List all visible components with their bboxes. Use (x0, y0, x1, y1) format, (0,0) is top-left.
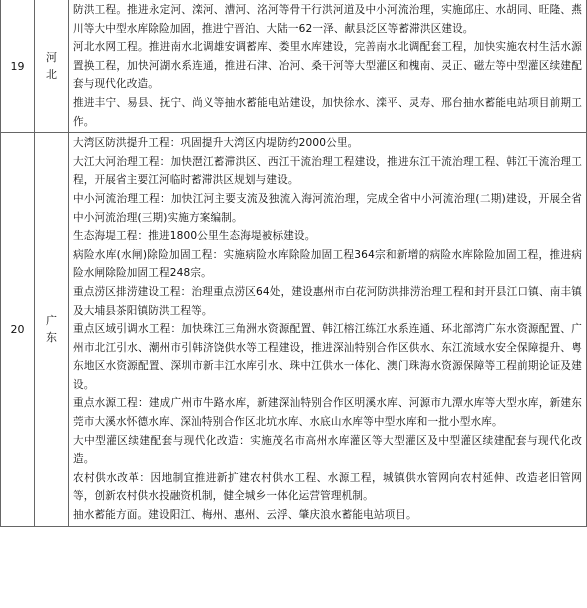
project-paragraph: 抽水蓄能方面。建设阳江、梅州、惠州、云浮、肇庆浪水蓄能电站项目。 (73, 509, 417, 522)
project-paragraph: 防洪工程。推进永定河、滦河、漕河、洺河等骨干行洪河道及中小河流治理，实施邱庄、水胡同、旺隆、燕川等大中型水库除险加固，推进宁晋泊、大陆一62一泽、献县泛区等蓄滞洪区建设。 (73, 4, 582, 35)
project-paragraph: 病险水库(水闸)除险加固工程：实施病险水库除险加固工程364宗和新增的病险水库除险加固工程，推进病险水闸除险加固工程248宗。 (73, 248, 582, 280)
province-char: 东 (46, 331, 57, 345)
projects-cell (69, 0, 587, 133)
projects-cell (69, 133, 587, 526)
project-paragraph: 生态海堤工程：推进1800公里生态海堤被标建设。 (73, 230, 316, 243)
project-paragraph: 河北水网工程。推进南水北调雄安调蓄库、娄里水库建设，完善南水北调配套工程，加快实施农村生活水源置换工程，加快河湖水系连通，推进石津、冶河、桑干河等大型灌区和槐南、灵正、磁左等中型灌区续建配套与现代化改造。 (73, 41, 582, 91)
row-number-cell: 19 (1, 0, 35, 133)
project-paragraph: 大江大河治理工程：加快潖江蓄滞洪区、西江干流治理工程建设，推进东江干流治理工程、韩江干流治理工程，开展省主要江河临时蓄滞洪区规划与建设。 (73, 155, 582, 187)
project-paragraph: 大中型灌区续建配套与现代化改造：实施茂名市高州水库灌区等大型灌区及中型灌区续建配套与现代化改造。 (73, 434, 582, 466)
project-paragraph: 中小河流治理工程：加快江河主要支流及独流入海河流治理，完成全省中小河流治理(二期)建设，开展全省中小河流治理(三期)实施方案编制。 (73, 192, 582, 224)
project-paragraph: 大湾区防洪提升工程：巩固提升大湾区内堤防约2000公里。 (73, 137, 359, 150)
province-cell (35, 133, 69, 526)
province-char: 北 (46, 68, 57, 82)
table-row (1, 0, 587, 133)
project-paragraph: 农村供水改革：因地制宜推进新扩建农村供水工程、水源工程，城镇供水管网向农村延伸、改造老旧管网等，创新农村供水投融资机制，健全城乡一体化运营管理机制。 (73, 471, 582, 503)
project-paragraph: 重点涝区排涝建设工程：治理重点涝区64处，建设惠州市白花河防洪排涝治理工程和封开县江口镇、南丰镇及大埔县茶阳镇防洪工程等。 (73, 285, 582, 317)
project-paragraph: 重点水源工程：建成广州市牛路水库，新建深汕特别合作区明溪水库、河源市九潭水库等大型水库，新建东莞市大溪水怀德水库、深汕特别合作区北坑水库、水底山水库等中型水库和一批小型水库。 (73, 397, 582, 429)
table-row (1, 133, 587, 526)
province-cell (35, 0, 69, 133)
project-paragraph: 重点区域引调水工程：加快珠江三角洲水资源配置、韩江榕江练江水系连通、环北部湾广东水资源配置、广州市北江引水、潮州市引韩济饶供水等工程建设，推进深汕特别合作区供水、东江流域水安全保障提升、粤东地区水资源配置、深圳市新丰江水库引水、珠中江供水一体化、澳门珠海水资源保障等工程前期论证及建设。 (73, 323, 582, 391)
province-char: 广 (46, 314, 57, 328)
project-paragraph: 推进丰宁、易县、抚宁、尚义等抽水蓄能电站建设，加快徐水、滦平、灵寿、邢台抽水蓄能电站项目前期工作。 (73, 96, 582, 128)
province-char: 河 (46, 51, 57, 65)
row-number-cell: 20 (1, 133, 35, 526)
